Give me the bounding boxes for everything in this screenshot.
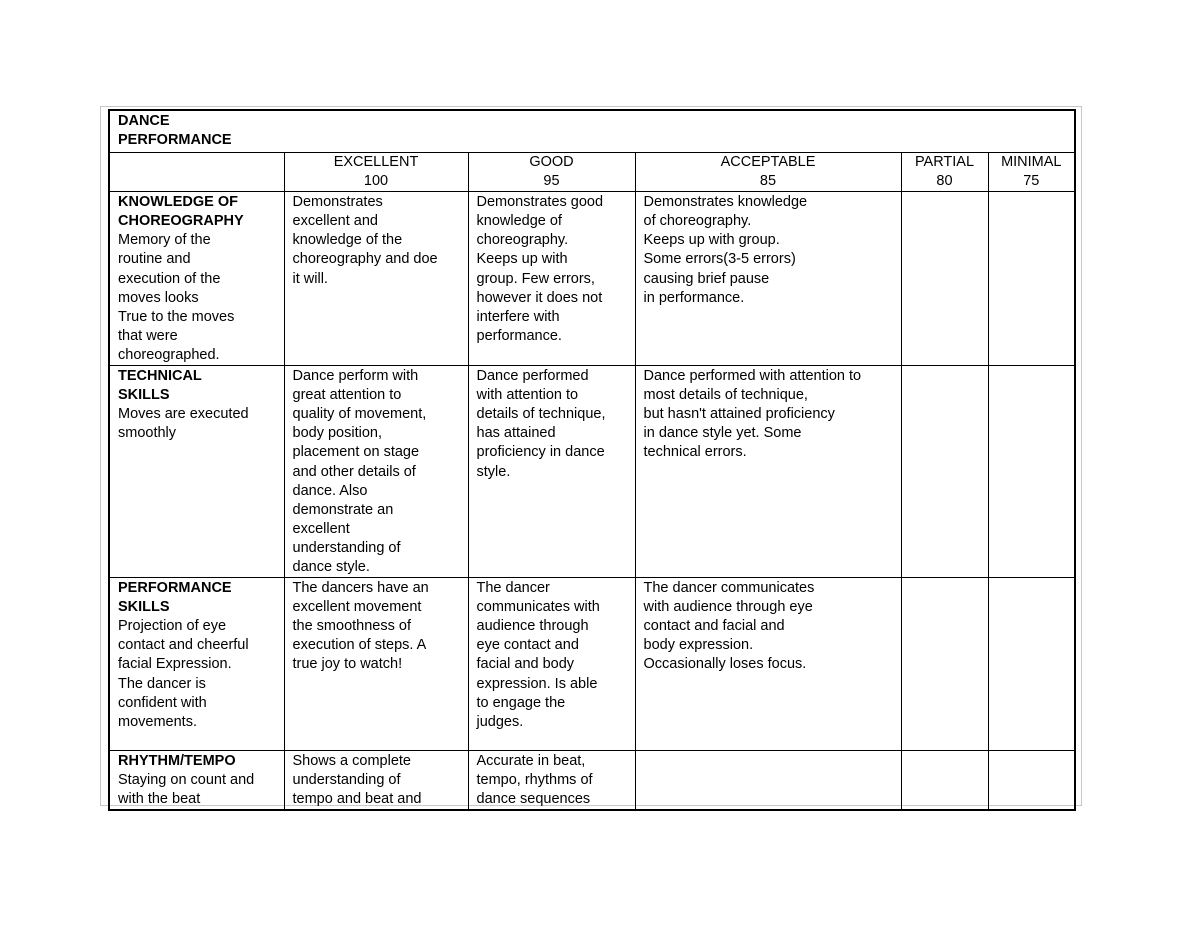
cell-excellent: Dance perform with great attention to quality of movement, body position, placement on stage and other details of dance. Also demonstrate an excellent understanding of dance style.: [284, 366, 468, 578]
header-excellent-score: 100: [363, 173, 389, 190]
header-excellent-label: EXCELLENT: [333, 154, 419, 170]
cell-partial: [901, 366, 988, 578]
header-partial: [901, 153, 988, 192]
cell-partial: [901, 578, 988, 751]
header-row: [109, 153, 1075, 192]
header-partial-label: PARTIAL: [914, 154, 975, 170]
criterion-cell: [109, 751, 284, 811]
cell-acceptable: [635, 751, 901, 811]
cell-acceptable: Demonstrates knowledge of choreography. Keeps up with group. Some errors(3-5 errors) causing brief pause in performance.: [635, 192, 901, 366]
header-minimal-label: MINIMAL: [1001, 154, 1062, 170]
header-good-score: 95: [543, 173, 560, 190]
header-excellent: [284, 153, 468, 192]
header-acceptable-label: ACCEPTABLE: [720, 154, 816, 170]
header-minimal: [988, 153, 1075, 192]
cell-minimal: [988, 366, 1075, 578]
cell-good: Demonstrates good knowledge of choreography. Keeps up with group. Few errors, however it does not interfere with performance.: [468, 192, 635, 366]
cell-acceptable: Dance performed with attention to most details of technique, but hasn't attained proficiency in dance style yet. Some technical errors.: [635, 366, 901, 578]
header-criteria-blank: [109, 153, 284, 192]
table-row: [109, 366, 1075, 578]
cell-excellent: Demonstrates excellent and knowledge of the choreography and doe it will.: [284, 192, 468, 366]
cell-partial: [901, 192, 988, 366]
criterion-description: Memory of the routine and execution of the moves looks True to the moves that were choreographed.: [118, 232, 235, 363]
title-row: [109, 110, 1075, 153]
cell-excellent: Shows a complete understanding of tempo and beat and: [284, 751, 468, 811]
criterion-description: Projection of eye contact and cheerful facial Expression. The dancer is confident with movements.: [118, 618, 249, 730]
table-row: [109, 751, 1075, 811]
cell-minimal: [988, 751, 1075, 811]
cell-good: Accurate in beat, tempo, rhythms of dance sequences: [468, 751, 635, 811]
criterion-name: RHYTHM/TEMPO: [118, 753, 236, 770]
cell-excellent: The dancers have an excellent movement the smoothness of execution of steps. A true joy to watch!: [284, 578, 468, 751]
cell-acceptable: The dancer communicates with audience through eye contact and facial and body expression. Occasionally loses focus.: [635, 578, 901, 751]
header-good: [468, 153, 635, 192]
criterion-description: Staying on count and with the beat: [118, 772, 255, 808]
cell-minimal: [988, 578, 1075, 751]
criterion-name: TECHNICAL SKILLS: [118, 368, 202, 404]
dance-performance-rubric-table: [108, 109, 1076, 811]
cell-good: The dancer communicates with audience through eye contact and facial and body expression. Is able to engage the judges.: [468, 578, 635, 751]
header-acceptable-score: 85: [759, 173, 777, 190]
criterion-cell: [109, 578, 284, 751]
criterion-name: KNOWLEDGE OF CHOREOGRAPHY: [118, 194, 244, 230]
cell-partial: [901, 751, 988, 811]
criterion-name: PERFORMANCE SKILLS: [118, 580, 232, 616]
cell-good: Dance performed with attention to details of technique, has attained proficiency in dance style.: [468, 366, 635, 578]
header-minimal-score: 75: [1023, 173, 1040, 190]
rubric-title: DANCE PERFORMANCE: [109, 110, 1075, 153]
header-acceptable: [635, 153, 901, 192]
criterion-cell: [109, 192, 284, 366]
cell-minimal: [988, 192, 1075, 366]
criterion-description: Moves are executed smoothly: [118, 406, 249, 442]
criterion-cell: [109, 366, 284, 578]
table-row: [109, 578, 1075, 751]
table-row: [109, 192, 1075, 366]
header-partial-score: 80: [936, 173, 953, 190]
header-good-label: GOOD: [529, 154, 574, 170]
